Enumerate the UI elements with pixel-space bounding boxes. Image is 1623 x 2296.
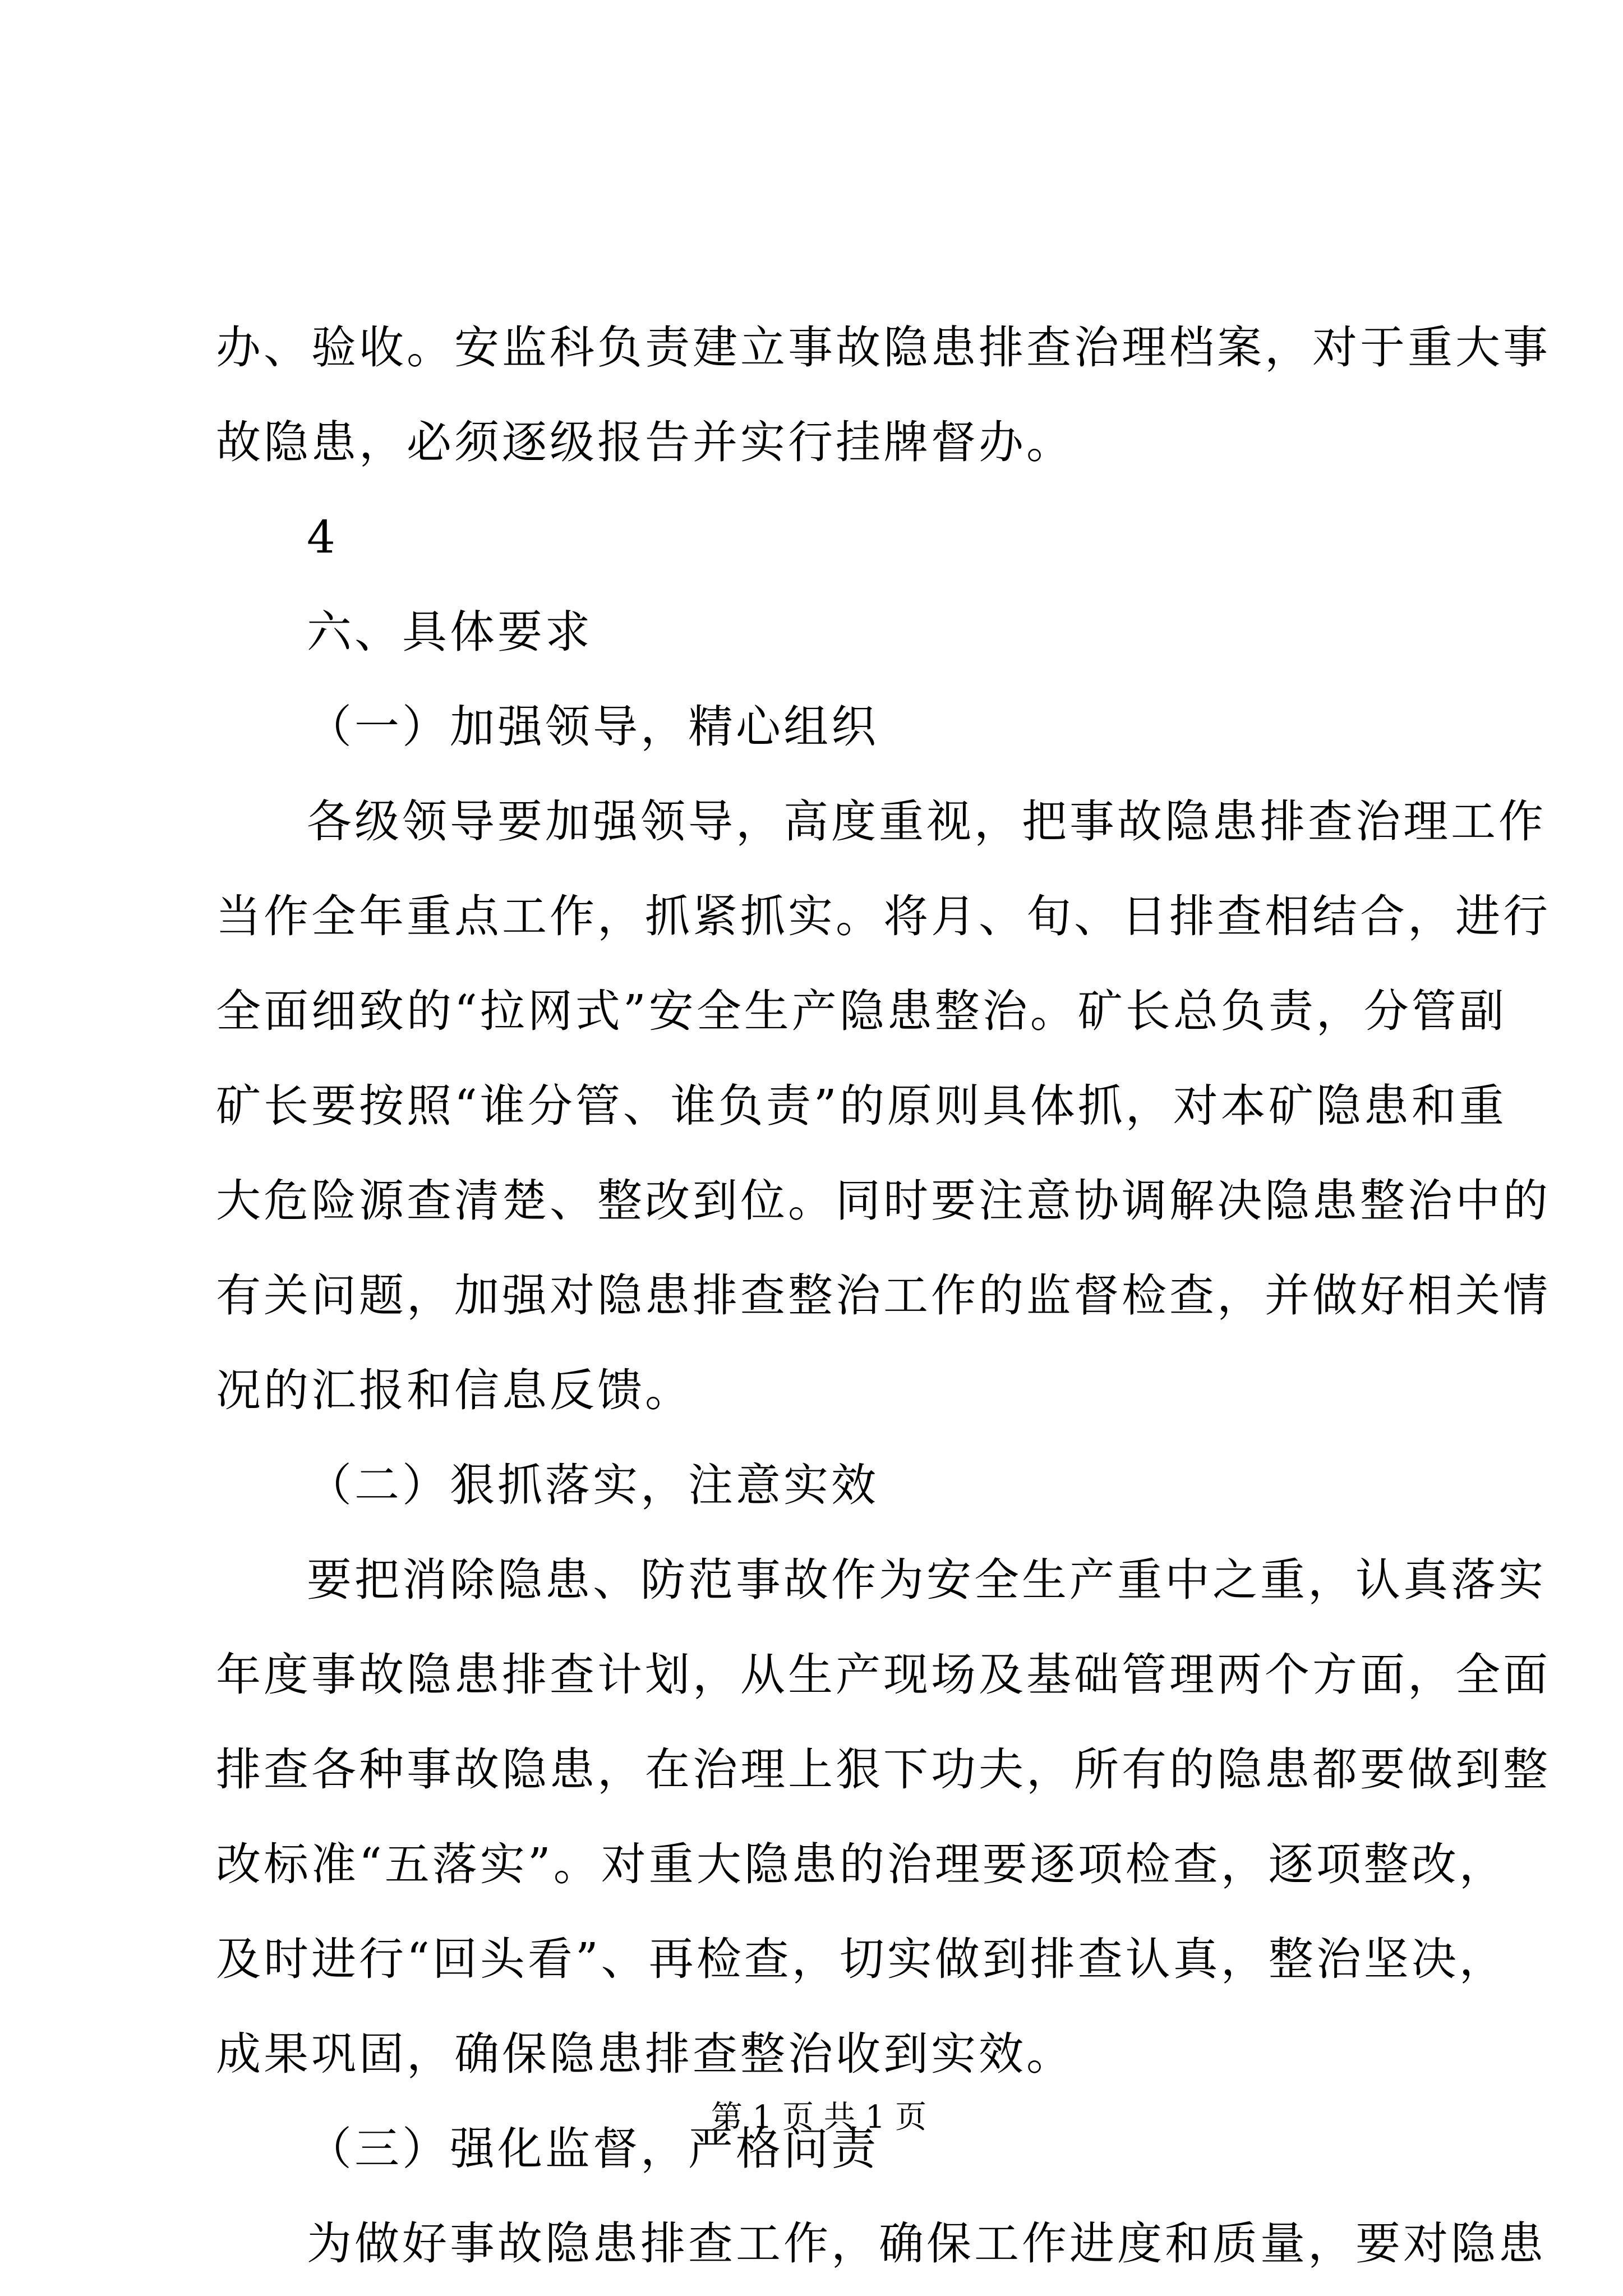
text-line: 改标准“五落实”。对重大隐患的治理要逐项检查，逐项整改， <box>216 1838 1507 1890</box>
paragraph-first-line: 各级领导要加强领导，高度重视，把事故隐患排查治理工作 <box>307 795 1546 848</box>
paragraph-first-line: 要把消除隐患、防范事故作为安全生产重中之重，认真落实 <box>307 1554 1546 1606</box>
section-heading: 六、具体要求 <box>307 606 593 658</box>
subsection-heading: （二）狠抓落实，注意实效 <box>307 1459 879 1511</box>
text-line: 及时进行“回头看”、再检查，切实做到排查认真，整治坚决， <box>216 1933 1507 1985</box>
text-line: 年度事故隐患排查计划，从生产现场及基础管理两个方面，全面 <box>216 1649 1551 1701</box>
page-footer: 第 1 页 共 1 页 <box>711 2099 927 2136</box>
text-line: 成果巩固，确保隐患排查整治收到实效。 <box>216 2028 1074 2080</box>
text-line: 当作全年重点工作，抓紧抓实。将月、旬、日排查相结合，进行 <box>216 890 1551 942</box>
text-line: 矿长要按照“谁分管、谁负责”的原则具体抓，对本矿隐患和重 <box>216 1080 1507 1132</box>
subsection-heading: （一）加强领导，精心组织 <box>307 701 879 753</box>
text-line: 况的汇报和信息反馈。 <box>216 1364 693 1416</box>
document-body <box>216 300 1551 2291</box>
text-line: 故隐患，必须逐级报告并实行挂牌督办。 <box>216 416 1074 468</box>
text-line: 全面细致的“拉网式”安全生产隐患整治。矿长总负责，分管副 <box>216 985 1507 1037</box>
text-line: 有关问题，加强对隐患排查整治工作的监督检查，并做好相关情 <box>216 1269 1551 1322</box>
page-marker-number: 4 <box>307 511 338 563</box>
subsection-heading: （三）强化监督，严格问责 <box>307 2123 879 2175</box>
paragraph-first-line: 为做好事故隐患排查工作，确保工作进度和质量，要对隐患 <box>307 2217 1546 2270</box>
text-line: 办、验收。安监科负责建立事故隐患排查治理档案，对于重大事 <box>216 321 1551 374</box>
text-line: 大危险源查清楚、整改到位。同时要注意协调解决隐患整治中的 <box>216 1175 1551 1227</box>
text-line: 排查各种事故隐患，在治理上狠下功夫，所有的隐患都要做到整 <box>216 1743 1551 1796</box>
